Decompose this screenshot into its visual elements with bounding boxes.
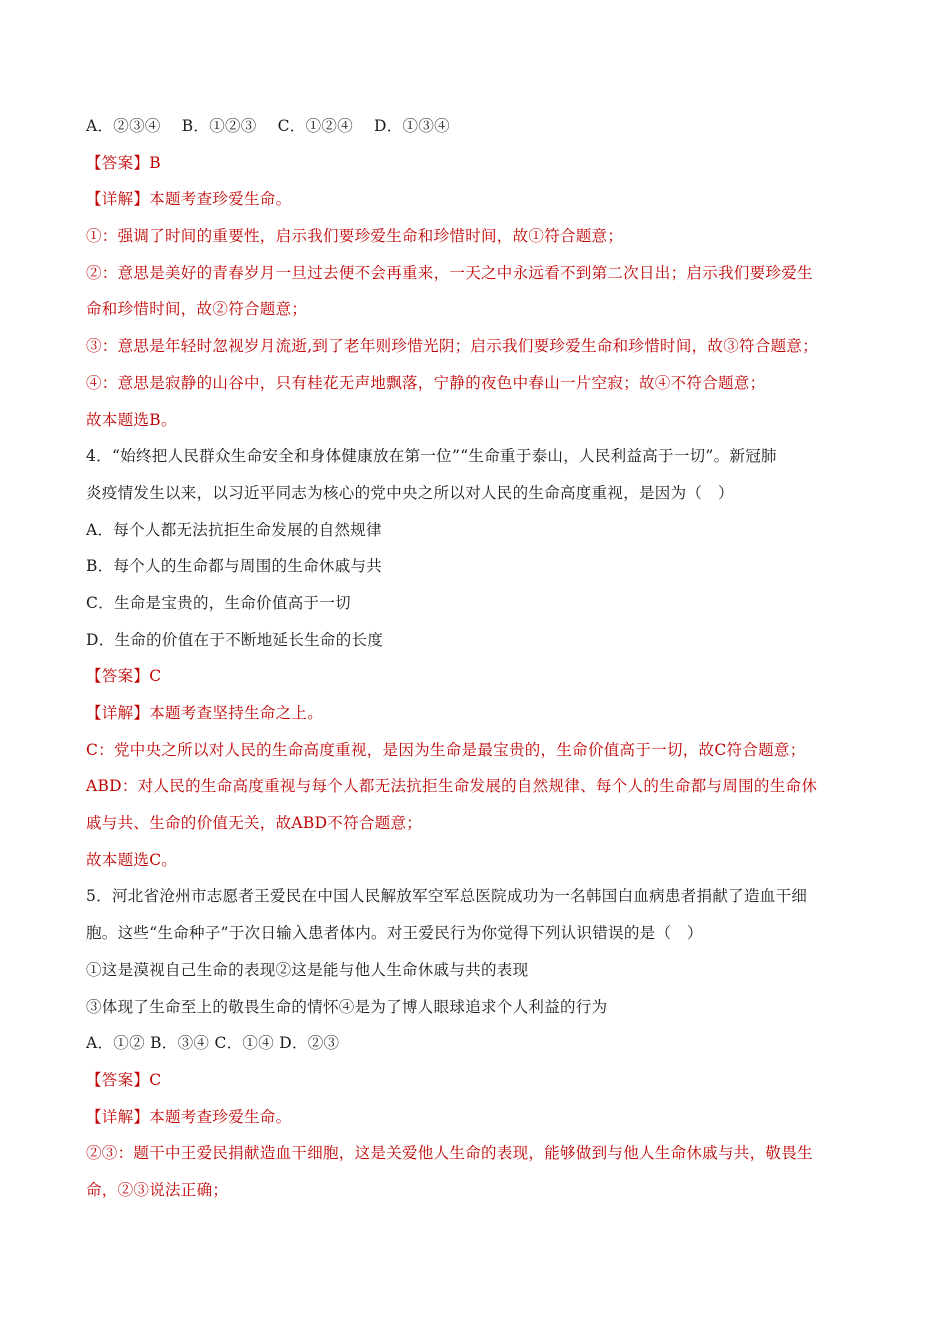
q4-option-a: A．每个人都无法抗拒生命发展的自然规律: [86, 520, 382, 539]
q3-conclusion: 故本题选B。: [86, 410, 177, 429]
q5-options: A．①② B．③④ C．①④ D．②③: [86, 1034, 340, 1053]
q4-explanation-abd: ABD：对人民的生命高度重视与每个人都无法抗拒生命发展的自然规律、每个人的生命都与周围的生命休: [86, 777, 818, 796]
q5-explanation-23: ②③：题干中王爱民捐献造血干细胞，这是关爱他人生命的表现，能够做到与他人生命休戚与共，敬畏生: [86, 1144, 813, 1163]
q4-option-d: D．生命的价值在于不断地延长生命的长度: [86, 630, 384, 649]
q3-explanation-1: ①：强调了时间的重要性，启示我们要珍爱生命和珍惜时间，故①符合题意；: [86, 227, 624, 246]
q4-stem: 4．“始终把人民群众生命安全和身体健康放在第一位”“生命重于泰山，人民利益高于一切”。新冠肺: [86, 447, 777, 466]
q5-explanation-23-cont: 命，②③说法正确；: [86, 1180, 229, 1199]
q5-answer: 【答案】C: [86, 1070, 162, 1089]
q4-answer: 【答案】C: [86, 667, 162, 686]
q3-explanation-2: ②：意思是美好的青春岁月一旦过去便不会再重来，一天之中永远看不到第二次日出；启示我们要珍爱生: [86, 263, 813, 282]
q3-explanation-3: ③：意思是年轻时忽视岁月流逝,到了老年则珍惜光阴；启示我们要珍爱生命和珍惜时间，故③符合题意；: [86, 337, 819, 356]
document-page: [86, 108, 870, 1209]
q3-explanation-4: ④：意思是寂静的山谷中，只有桂花无声地飘落，宁静的夜色中春山一片空寂；故④不符合题意；: [86, 373, 766, 392]
q5-explanation-title: 【详解】本题考查珍爱生命。: [86, 1107, 292, 1126]
q5-stem-cont: 胞。这些“生命种子”于次日输入患者体内。对王爱民行为你觉得下列认识错误的是（ ）: [86, 924, 703, 943]
q3-options: A．②③④ B．①②③ C．①②④ D．①③④: [86, 117, 450, 135]
q5-stem: 5．河北省沧州市志愿者王爱民在中国人民解放军空军总医院成功为一名韩国白血病患者捐献了造血干细: [86, 887, 808, 906]
q4-stem-cont: 炎疫情发生以来，以习近平同志为核心的党中央之所以对人民的生命高度重视，是因为（ ）: [86, 483, 734, 502]
q5-statements-1: ①这是漠视自己生命的表现②这是能与他人生命休戚与共的表现: [86, 960, 529, 979]
q4-explanation-abd-cont: 戚与共、生命的价值无关，故ABD不符合题意；: [86, 814, 423, 833]
q4-explanation-c: C：党中央之所以对人民的生命高度重视，是因为生命是最宝贵的，生命价值高于一切，故C符合题意；: [86, 740, 806, 759]
q4-option-b: B．每个人的生命都与周围的生命休戚与共: [86, 557, 383, 576]
q3-explanation-title: 【详解】本题考查珍爱生命。: [86, 190, 292, 209]
q4-option-c: C．生命是宝贵的，生命价值高于一切: [86, 593, 351, 612]
q3-explanation-2-cont: 命和珍惜时间，故②符合题意；: [86, 300, 308, 319]
q4-conclusion: 故本题选C。: [86, 850, 178, 869]
q5-statements-2: ③体现了生命至上的敬畏生命的情怀④是为了博人眼球追求个人利益的行为: [86, 997, 608, 1016]
q3-answer: 【答案】B: [86, 153, 161, 172]
q4-explanation-title: 【详解】本题考查坚持生命之上。: [86, 704, 324, 722]
